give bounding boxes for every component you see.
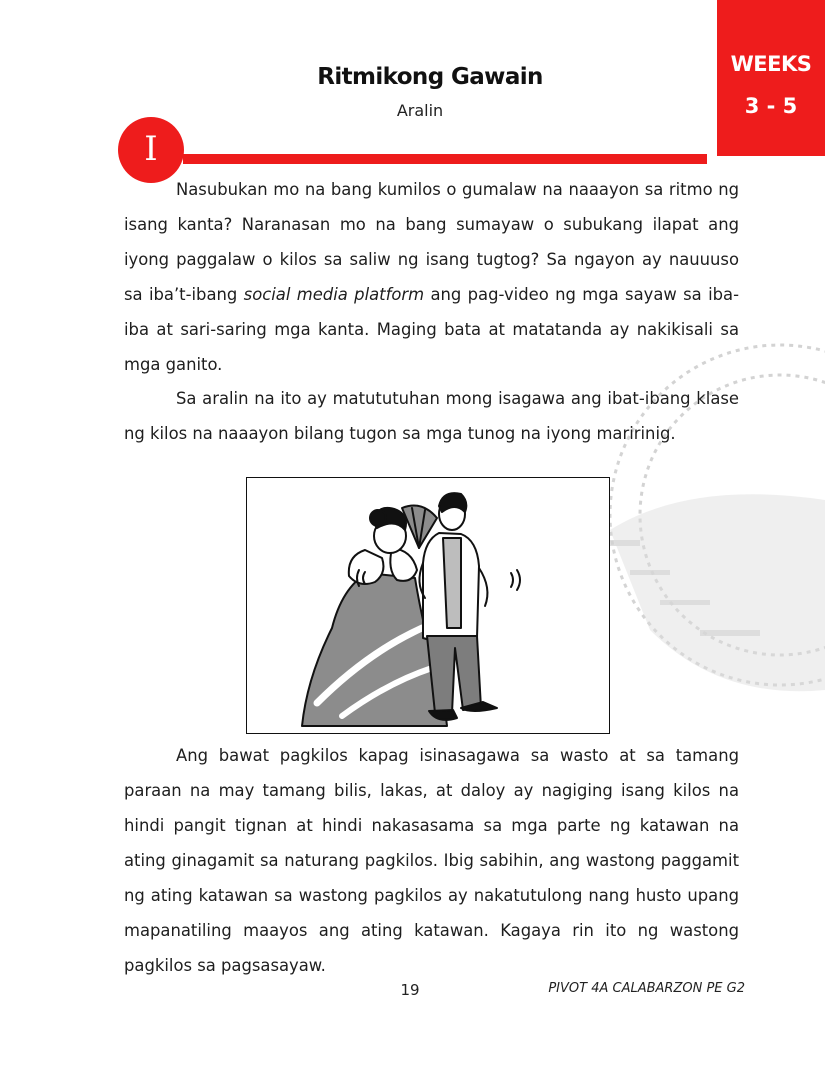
section-marker: I xyxy=(118,117,184,183)
movement-paragraph: Ang bawat pagkilos kapag isinasagawa sa wasto at sa tamang paraan na may tamang bilis, lakas, at daloy ay nagiging isang kilos na hindi pangit tignan at hindi nakasasama sa mga parte ng katawan na ating ginagamit sa naturang pagkilos. Ibig sabihin, ang wastong paggamit ng ating katawan sa wastong pagkilos ay nakatutulong nang husto upang mapanatiling maayos ang ating katawan. Kagaya rin ito ng wastong pagkilos sa pagsasayaw. xyxy=(124,746,739,975)
weeks-badge xyxy=(717,0,825,156)
intro-paragraph xyxy=(124,172,739,382)
section-divider xyxy=(183,154,707,164)
intro-text-emphasis: social media platform xyxy=(243,285,425,304)
intro-text-b: ang pag-video ng mga sayaw sa iba-iba at sari-saring mga kanta. Maging bata at matatanda ay nakikisali sa mga ganito. xyxy=(124,285,739,374)
lesson-paragraph: Sa aralin na ito ay matututuhan mong isagawa ang ibat-ibang klase ng kilos na naaayon bilang tugon sa mga tunog na iyong maririnig. xyxy=(124,389,739,443)
page-title: Ritmikong Gawain xyxy=(317,64,543,90)
page-number: 19 xyxy=(400,981,420,999)
woman-sleeve xyxy=(349,550,384,584)
dancing-couple-drawing xyxy=(247,478,611,735)
intro-text-a: Nasubukan mo na bang kumilos o gumalaw na naaayon sa ritmo ng isang kanta? Naranasan mo na bang sumayaw o subukang ilapat ang iyong paggalaw o kilos sa saliw ng isang tugtog? Sa ngayon ay nauuuso sa iba’t-ibang xyxy=(124,180,739,304)
weeks-range: 3 - 5 xyxy=(744,94,798,118)
weeks-label: WEEKS xyxy=(730,52,812,76)
dancers-illustration xyxy=(246,477,610,734)
man-trousers xyxy=(427,636,481,713)
page-subtitle: Aralin xyxy=(396,101,444,120)
series-code: PIVOT 4A CALABARZON PE G2 xyxy=(548,981,745,996)
